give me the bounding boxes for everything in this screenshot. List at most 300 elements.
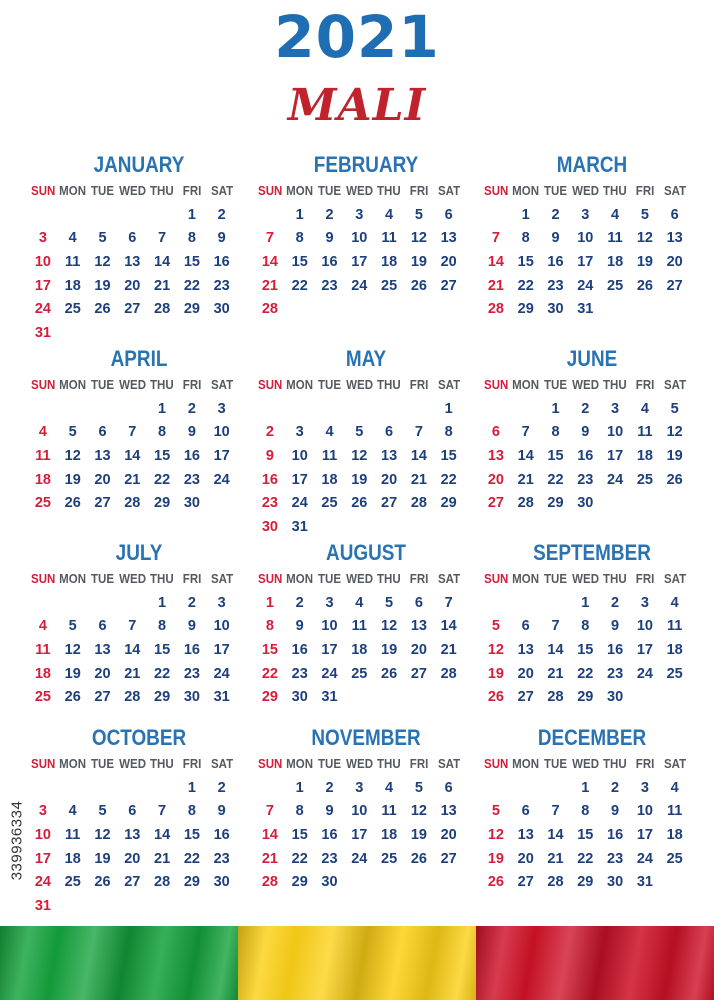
day-cell: 28 (440, 665, 457, 682)
weekday-wed: WED (118, 378, 146, 392)
day-cell: 14 (124, 642, 141, 659)
day-cell: 17 (636, 642, 653, 659)
month-name: SEPTEMBER (533, 540, 651, 565)
empty-day-cell (374, 686, 404, 710)
day-cell: 24 (577, 277, 594, 294)
month-name: MAY (345, 346, 387, 371)
empty-day-cell (481, 398, 511, 422)
day-cell: 13 (487, 448, 504, 465)
day-cell: 5 (355, 424, 364, 441)
day-cell: 6 (414, 594, 423, 611)
day-cell: 5 (670, 400, 679, 417)
day-cell: 23 (261, 495, 278, 512)
day-cell: 16 (183, 642, 200, 659)
day-cell: 16 (261, 471, 278, 488)
week-row (28, 592, 250, 616)
week-row (481, 469, 703, 493)
day-cell: 2 (217, 779, 226, 796)
day-cell: 31 (34, 325, 51, 342)
day-cell: 25 (666, 850, 683, 867)
weekday-tue: TUE (543, 572, 567, 586)
day-cell: 19 (487, 665, 504, 682)
weekday-sat: SAT (663, 757, 686, 771)
day-cell: 16 (321, 254, 338, 271)
weekday-sun: SUN (257, 184, 283, 198)
day-cell: 17 (351, 254, 368, 271)
empty-day-cell (147, 204, 177, 228)
weekday-header (481, 374, 703, 398)
weekday-wed: WED (118, 757, 146, 771)
week-row (28, 204, 250, 228)
empty-day-cell (117, 895, 147, 919)
empty-day-cell (88, 592, 118, 616)
empty-day-cell (374, 298, 404, 322)
day-cell: 14 (410, 448, 427, 465)
day-cell: 3 (217, 400, 226, 417)
day-cell: 12 (636, 230, 653, 247)
day-cell: 8 (158, 424, 167, 441)
day-cell: 11 (35, 642, 51, 659)
day-cell: 27 (666, 277, 683, 294)
weekday-thu: THU (377, 184, 401, 198)
day-cell: 18 (34, 665, 51, 682)
weekday-thu: THU (603, 184, 627, 198)
week-row (28, 227, 250, 251)
day-cell: 29 (291, 874, 308, 891)
day-cell: 3 (611, 400, 620, 417)
empty-day-cell (481, 592, 511, 616)
day-cell: 17 (607, 448, 624, 465)
day-cell: 22 (440, 471, 457, 488)
day-cell: 14 (517, 448, 534, 465)
weekday-thu: THU (377, 378, 401, 392)
day-cell: 3 (38, 803, 47, 820)
empty-day-cell (58, 398, 88, 422)
empty-day-cell (147, 777, 177, 801)
day-cell: 4 (68, 230, 77, 247)
day-cell: 30 (607, 689, 624, 706)
day-cell: 4 (68, 803, 77, 820)
day-cell: 19 (381, 642, 398, 659)
day-cell: 9 (187, 424, 196, 441)
day-cell: 28 (154, 874, 171, 891)
week-row (28, 275, 250, 299)
week-row (28, 848, 250, 872)
empty-day-cell (285, 398, 315, 422)
weekday-tue: TUE (317, 572, 341, 586)
day-cell: 26 (351, 495, 368, 512)
weekday-mon: MON (512, 184, 540, 198)
week-row (28, 824, 250, 848)
week-row (255, 592, 477, 616)
weekday-sat: SAT (210, 572, 233, 586)
weekday-wed: WED (118, 184, 146, 198)
weekday-sun: SUN (257, 378, 283, 392)
empty-day-cell (511, 592, 541, 616)
week-row (28, 421, 250, 445)
day-cell: 6 (521, 618, 530, 635)
day-cell: 25 (34, 495, 51, 512)
day-cell: 18 (64, 850, 81, 867)
empty-day-cell (147, 895, 177, 919)
day-cell: 5 (414, 206, 423, 223)
day-cell: 29 (517, 301, 534, 318)
day-cell: 20 (124, 850, 141, 867)
weekday-thu: THU (603, 378, 627, 392)
day-cell: 6 (98, 424, 107, 441)
day-cell: 26 (487, 689, 504, 706)
day-cell: 29 (261, 689, 278, 706)
day-cell: 29 (183, 874, 200, 891)
week-row (255, 663, 477, 687)
day-cell: 31 (291, 519, 308, 536)
day-cell: 7 (551, 803, 560, 820)
day-cell: 16 (291, 642, 308, 659)
weekday-fri: FRI (409, 184, 429, 198)
day-cell: 2 (581, 400, 590, 417)
day-cell: 22 (154, 665, 171, 682)
week-row (28, 615, 250, 639)
day-cell: 10 (321, 618, 338, 635)
day-cell: 21 (154, 850, 171, 867)
empty-day-cell (147, 322, 177, 346)
day-cell: 5 (491, 618, 500, 635)
day-cell: 11 (607, 230, 623, 247)
day-cell: 21 (440, 642, 457, 659)
day-cell: 16 (183, 448, 200, 465)
day-cell: 12 (487, 642, 504, 659)
day-cell: 30 (607, 874, 624, 891)
day-cell: 30 (321, 874, 338, 891)
weekday-mon: MON (512, 378, 540, 392)
week-row (28, 800, 250, 824)
empty-day-cell (600, 298, 630, 322)
month-february (255, 150, 477, 322)
day-cell: 15 (517, 254, 534, 271)
day-cell: 22 (291, 277, 308, 294)
day-cell: 11 (35, 448, 51, 465)
day-cell: 11 (65, 254, 81, 271)
week-row (481, 398, 703, 422)
empty-day-cell (511, 777, 541, 801)
weekday-sat: SAT (437, 572, 460, 586)
weekday-mon: MON (59, 378, 87, 392)
day-cell: 21 (124, 471, 141, 488)
day-cell: 8 (187, 230, 196, 247)
day-cell: 12 (381, 618, 398, 635)
day-cell: 6 (385, 424, 394, 441)
week-row (481, 492, 703, 516)
day-cell: 13 (94, 448, 111, 465)
day-cell: 24 (351, 277, 368, 294)
day-cell: 20 (440, 254, 457, 271)
week-row (481, 663, 703, 687)
weekday-sat: SAT (437, 184, 460, 198)
day-cell: 4 (38, 424, 47, 441)
day-cell: 7 (158, 803, 167, 820)
week-row (255, 639, 477, 663)
week-row (255, 848, 477, 872)
day-cell: 15 (291, 827, 308, 844)
empty-day-cell (117, 592, 147, 616)
day-cell: 2 (187, 400, 196, 417)
weekday-tue: TUE (90, 572, 114, 586)
day-cell: 28 (547, 874, 564, 891)
week-row (255, 398, 477, 422)
day-cell: 7 (444, 594, 453, 611)
week-row (255, 800, 477, 824)
day-cell: 17 (291, 471, 308, 488)
day-cell: 2 (187, 594, 196, 611)
day-cell: 23 (577, 471, 594, 488)
day-cell: 20 (410, 642, 427, 659)
empty-day-cell (404, 871, 434, 895)
day-cell: 10 (351, 803, 368, 820)
day-cell: 13 (381, 448, 398, 465)
weekday-mon: MON (286, 572, 314, 586)
day-cell: 27 (94, 495, 111, 512)
day-cell: 1 (295, 779, 304, 796)
day-cell: 21 (547, 850, 564, 867)
empty-day-cell (434, 871, 464, 895)
weekday-fri: FRI (635, 757, 655, 771)
day-cell: 17 (34, 277, 51, 294)
empty-day-cell (88, 398, 118, 422)
weekday-thu: THU (150, 757, 174, 771)
weekday-sat: SAT (663, 572, 686, 586)
empty-day-cell (88, 322, 118, 346)
day-cell: 4 (611, 206, 620, 223)
empty-day-cell (117, 777, 147, 801)
day-cell: 3 (355, 206, 364, 223)
month-name: DECEMBER (537, 725, 647, 750)
day-cell: 19 (666, 448, 683, 465)
day-cell: 19 (410, 254, 427, 271)
day-cell: 30 (183, 689, 200, 706)
weekday-sun: SUN (483, 572, 509, 586)
weekday-tue: TUE (543, 184, 567, 198)
day-cell: 18 (321, 471, 338, 488)
day-cell: 25 (64, 301, 81, 318)
day-cell: 29 (154, 495, 171, 512)
day-cell: 27 (440, 850, 457, 867)
day-cell: 1 (158, 400, 167, 417)
day-cell: 6 (491, 424, 500, 441)
weekday-header (481, 180, 703, 204)
week-row (255, 871, 477, 895)
day-cell: 27 (410, 665, 427, 682)
week-row (28, 445, 250, 469)
week-row (481, 686, 703, 710)
day-cell: 24 (351, 850, 368, 867)
weekday-sat: SAT (663, 378, 686, 392)
empty-day-cell (481, 204, 511, 228)
month-name: NOVEMBER (311, 725, 421, 750)
stock-id-text: 339936334 (8, 800, 26, 880)
weekday-tue: TUE (90, 378, 114, 392)
day-cell: 24 (636, 850, 653, 867)
day-cell: 14 (154, 254, 171, 271)
day-cell: 30 (547, 301, 564, 318)
weekday-fri: FRI (409, 572, 429, 586)
weekday-sat: SAT (437, 378, 460, 392)
day-cell: 4 (670, 594, 679, 611)
weekday-header (28, 568, 250, 592)
empty-day-cell (541, 777, 571, 801)
day-cell: 20 (94, 665, 111, 682)
day-cell: 24 (34, 874, 51, 891)
day-cell: 10 (351, 230, 368, 247)
weekday-wed: WED (345, 184, 373, 198)
empty-day-cell (285, 298, 315, 322)
day-cell: 18 (666, 827, 683, 844)
day-cell: 24 (321, 665, 338, 682)
weekday-fri: FRI (409, 757, 429, 771)
weekday-wed: WED (571, 378, 599, 392)
empty-day-cell (88, 895, 118, 919)
day-cell: 23 (321, 277, 338, 294)
month-august (255, 538, 477, 710)
day-cell: 3 (217, 594, 226, 611)
day-cell: 27 (517, 689, 534, 706)
day-cell: 16 (321, 827, 338, 844)
day-cell: 8 (158, 618, 167, 635)
day-cell: 29 (440, 495, 457, 512)
day-cell: 26 (381, 665, 398, 682)
day-cell: 1 (295, 206, 304, 223)
day-cell: 25 (64, 874, 81, 891)
weekday-thu: THU (603, 757, 627, 771)
day-cell: 21 (261, 277, 278, 294)
day-cell: 19 (636, 254, 653, 271)
empty-day-cell (434, 516, 464, 540)
day-cell: 3 (640, 779, 649, 796)
day-cell: 21 (410, 471, 427, 488)
day-cell: 24 (607, 471, 624, 488)
day-cell: 31 (636, 874, 653, 891)
day-cell: 27 (94, 689, 111, 706)
day-cell: 6 (521, 803, 530, 820)
day-cell: 24 (636, 665, 653, 682)
day-cell: 17 (213, 448, 230, 465)
day-cell: 26 (64, 689, 81, 706)
day-cell: 19 (487, 850, 504, 867)
calendar-year: 2021 (274, 3, 440, 71)
day-cell: 27 (381, 495, 398, 512)
day-cell: 28 (261, 301, 278, 318)
weekday-sun: SUN (30, 378, 56, 392)
week-row (481, 777, 703, 801)
day-cell: 25 (636, 471, 653, 488)
empty-day-cell (28, 398, 58, 422)
day-cell: 6 (128, 803, 137, 820)
flag-yellow-stripe (238, 926, 476, 1000)
day-cell: 8 (551, 424, 560, 441)
day-cell: 13 (440, 230, 457, 247)
week-row (255, 204, 477, 228)
day-cell: 11 (65, 827, 81, 844)
day-cell: 18 (607, 254, 624, 271)
empty-day-cell (58, 777, 88, 801)
month-name: JANUARY (93, 152, 185, 177)
day-cell: 14 (547, 827, 564, 844)
week-row (255, 777, 477, 801)
weekday-sun: SUN (257, 757, 283, 771)
day-cell: 5 (385, 594, 394, 611)
day-cell: 19 (94, 850, 111, 867)
day-cell: 28 (261, 874, 278, 891)
day-cell: 12 (94, 254, 111, 271)
month-name: APRIL (110, 346, 168, 371)
day-cell: 15 (291, 254, 308, 271)
week-row (481, 445, 703, 469)
empty-day-cell (177, 895, 207, 919)
empty-day-cell (315, 398, 345, 422)
empty-day-cell (28, 777, 58, 801)
day-cell: 12 (64, 448, 81, 465)
week-row (481, 824, 703, 848)
day-cell: 17 (351, 827, 368, 844)
week-row (255, 227, 477, 251)
weekday-sun: SUN (30, 184, 56, 198)
day-cell: 17 (34, 850, 51, 867)
empty-day-cell (630, 298, 660, 322)
week-row (255, 686, 477, 710)
country-name: MALI (287, 80, 427, 131)
day-cell: 1 (187, 206, 196, 223)
day-cell: 23 (607, 850, 624, 867)
weekday-tue: TUE (317, 757, 341, 771)
day-cell: 20 (517, 665, 534, 682)
week-row (28, 777, 250, 801)
day-cell: 22 (291, 850, 308, 867)
day-cell: 14 (440, 618, 457, 635)
day-cell: 14 (261, 254, 278, 271)
day-cell: 29 (577, 874, 594, 891)
day-cell: 20 (381, 471, 398, 488)
weekday-tue: TUE (543, 757, 567, 771)
day-cell: 25 (34, 689, 51, 706)
day-cell: 7 (265, 230, 274, 247)
day-cell: 23 (183, 665, 200, 682)
week-row (481, 592, 703, 616)
day-cell: 27 (124, 301, 141, 318)
day-cell: 4 (385, 206, 394, 223)
week-row (255, 421, 477, 445)
weekday-wed: WED (345, 757, 373, 771)
weekday-sun: SUN (30, 757, 56, 771)
week-row (481, 848, 703, 872)
empty-day-cell (255, 777, 285, 801)
day-cell: 2 (217, 206, 226, 223)
day-cell: 27 (440, 277, 457, 294)
month-march (481, 150, 703, 322)
month-name: AUGUST (326, 540, 406, 565)
week-row (28, 469, 250, 493)
weekday-header (28, 753, 250, 777)
day-cell: 1 (581, 779, 590, 796)
day-cell: 15 (183, 827, 200, 844)
weekday-fri: FRI (182, 572, 202, 586)
month-name: FEBRUARY (313, 152, 419, 177)
day-cell: 7 (414, 424, 423, 441)
day-cell: 27 (517, 874, 534, 891)
empty-day-cell (207, 895, 237, 919)
day-cell: 18 (666, 642, 683, 659)
day-cell: 7 (128, 424, 137, 441)
day-cell: 25 (351, 665, 368, 682)
day-cell: 24 (291, 495, 308, 512)
